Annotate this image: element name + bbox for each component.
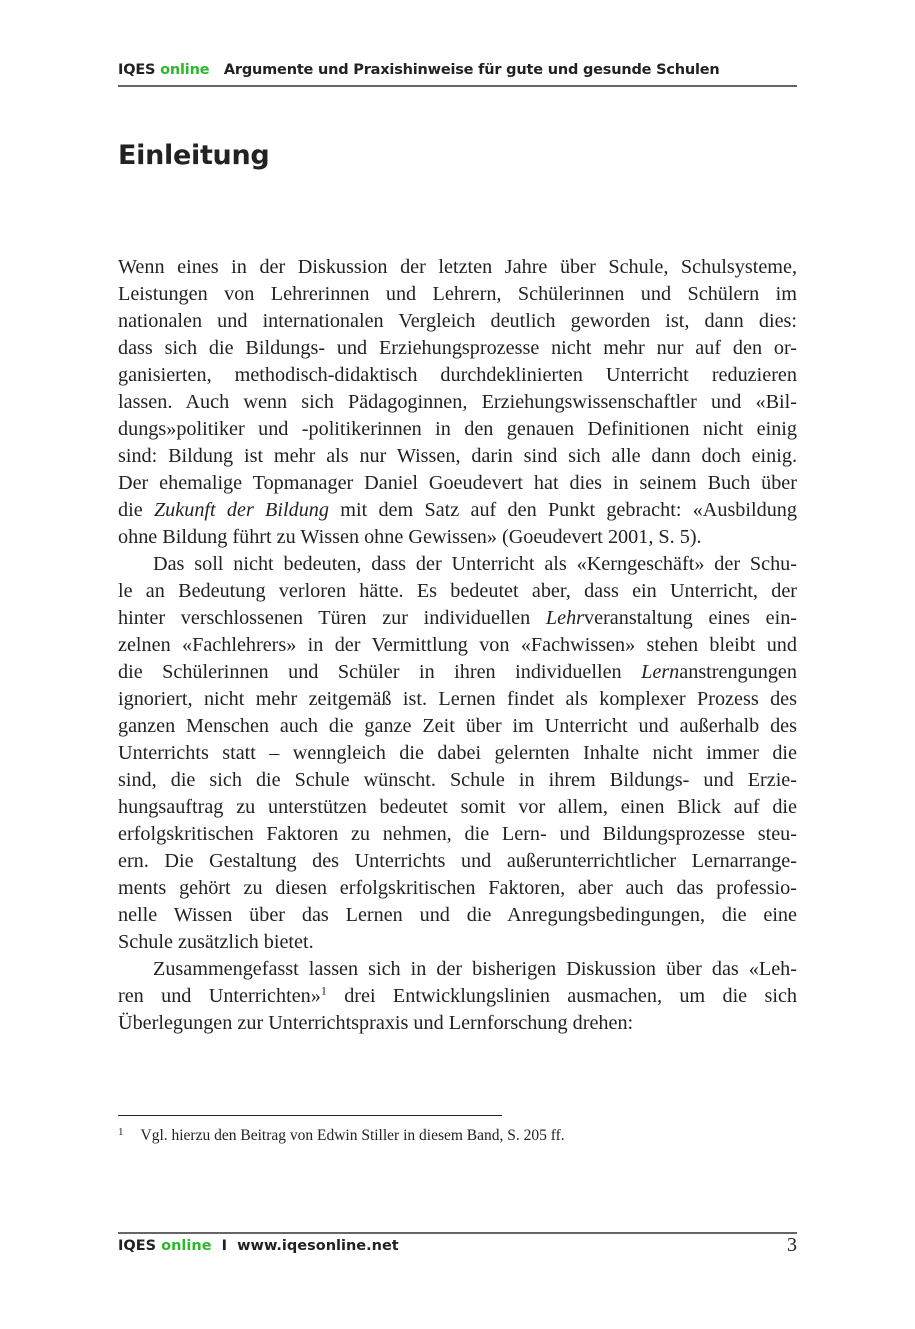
body-line <box>118 794 797 821</box>
body-line <box>118 983 797 1010</box>
text-segment: drei Entwicklungslinien ausmachen, um die sich <box>326 985 797 1007</box>
text-segment: die <box>118 499 154 521</box>
text-segment: ren und Unterrichten» <box>118 985 321 1007</box>
body-line <box>118 821 797 848</box>
body-line <box>118 740 797 767</box>
italic-term: Zukunft der Bildung <box>153 499 329 521</box>
text-segment: mit dem Satz auf den Punkt gebracht: «Ausbildung <box>329 499 797 521</box>
footnote-reference[interactable]: 1 <box>320 983 327 998</box>
body-line-text: Leistungen von Lehrerinnen und Lehrern, Schülerinnen und Schülern im <box>118 283 797 305</box>
footer-brand-iqes: IQES <box>118 1238 157 1254</box>
body-line <box>118 875 797 902</box>
body-line <box>118 848 797 875</box>
body-line-text: ignoriert, nicht mehr zeitgemäß ist. Lernen findet als komplexer Prozess des <box>118 688 797 710</box>
footnote-text: Vgl. hierzu den Beitrag von Edwin Stiller in diesem Band, S. 205 ff. <box>140 1127 565 1144</box>
running-footer <box>118 1234 797 1256</box>
body-line-text <box>118 499 797 521</box>
footnote-rule <box>118 1115 502 1116</box>
body-line <box>118 713 797 740</box>
footer-rule <box>118 1232 797 1234</box>
body-line <box>118 578 797 605</box>
body-line <box>118 956 797 983</box>
header-rule <box>118 85 797 87</box>
page-title: Einleitung <box>118 140 270 171</box>
body-line <box>118 416 797 443</box>
body-line-text: nationalen und internationalen Vergleich deutlich geworden ist, dann dies: <box>118 310 797 332</box>
header-brand-iqes: IQES <box>118 62 156 78</box>
body-line-text: Schule zusätzlich bietet. <box>118 931 314 953</box>
body-line-text <box>118 607 797 629</box>
body-line-text: hungsauftrag zu unterstützen bedeutet somit vor allem, einen Blick auf die <box>118 796 797 818</box>
body-line-text: sind, die sich die Schule wünscht. Schule in ihrem Bildungs- und Erzie- <box>118 769 797 791</box>
body-line-text: ganisierten, methodisch-didaktisch durchdeklinierten Unterricht reduzieren <box>118 364 797 386</box>
page-number: 3 <box>787 1234 797 1256</box>
footer-brand-online: online <box>161 1238 212 1254</box>
body-line-text: Zusammengefasst lassen sich in der bisherigen Diskussion über das «Leh- <box>153 958 797 980</box>
text-segment: die Schülerinnen und Schüler in ihren individuellen <box>118 661 642 683</box>
body-line <box>118 1010 797 1037</box>
body-line-text <box>118 661 797 683</box>
footer-separator: I <box>221 1238 228 1254</box>
body-line <box>118 767 797 794</box>
body-line-text: ganzen Menschen auch die ganze Zeit über im Unterricht und außerhalb des <box>118 715 797 737</box>
body-line <box>118 254 797 281</box>
body-line-text: Wenn eines in der Diskussion der letzten Jahre über Schule, Schulsysteme, <box>118 256 797 278</box>
italic-term: Lern <box>641 661 680 683</box>
body-line <box>118 659 797 686</box>
body-line <box>118 470 797 497</box>
body-line-text: erfolgskritischen Faktoren zu nehmen, die Lern- und Bildungsprozesse steu- <box>118 823 797 845</box>
running-header <box>118 62 797 78</box>
body-line-text: zelnen «Fachlehrers» in der Vermittlung von «Fachwissen» stehen bleibt und <box>118 634 797 656</box>
body-line <box>118 902 797 929</box>
body-line <box>118 389 797 416</box>
body-line <box>118 281 797 308</box>
body-line <box>118 929 797 956</box>
text-segment: anstrengungen <box>679 661 797 683</box>
text-segment: veranstaltung eines ein- <box>584 607 798 629</box>
body-line <box>118 308 797 335</box>
body-line <box>118 362 797 389</box>
body-line-text: le an Bedeutung verloren hätte. Es bedeutet aber, dass ein Unterricht, der <box>118 580 797 602</box>
body-line-text: Der ehemalige Topmanager Daniel Goeudevert hat dies in seinem Buch über <box>118 472 797 494</box>
footnote-number: 1 <box>118 1126 124 1138</box>
body-line <box>118 632 797 659</box>
body-line-text: nelle Wissen über das Lernen und die Anregungsbedingungen, die eine <box>118 904 797 926</box>
body-line-text <box>118 985 797 1007</box>
header-brand-online: online <box>160 62 210 78</box>
body-line <box>118 686 797 713</box>
body-line-text: Überlegungen zur Unterrichtspraxis und Lernforschung drehen: <box>118 1012 634 1034</box>
body-line-text: dungs»politiker und -politikerinnen in den genauen Definitionen nicht einig <box>118 418 797 440</box>
body-line <box>118 605 797 632</box>
body-text <box>118 254 797 1037</box>
body-line-text: lassen. Auch wenn sich Pädagoginnen, Erziehungswissenschaftler und «Bil- <box>118 391 797 413</box>
italic-term: Lehr <box>545 607 585 629</box>
body-line <box>118 551 797 578</box>
footnote <box>118 1127 565 1145</box>
body-line-text: ohne Bildung führt zu Wissen ohne Gewissen» (Goeudevert 2001, S. 5). <box>118 526 702 548</box>
body-line-text: dass sich die Bildungs- und Erziehungsprozesse nicht mehr nur auf den or- <box>118 337 797 359</box>
body-line-text: ern. Die Gestaltung des Unterrichts und außerunterrichtlicher Lernarrange- <box>118 850 797 872</box>
body-line-text: Das soll nicht bedeuten, dass der Unterricht als «Kerngeschäft» der Schu- <box>153 553 797 575</box>
text-segment: hinter verschlossenen Türen zur individuellen <box>118 607 546 629</box>
footer-url[interactable]: www.iqesonline.net <box>237 1238 399 1254</box>
body-line-text: Unterrichts statt – wenngleich die dabei gelernten Inhalte nicht immer die <box>118 742 797 764</box>
body-line-text: ments gehört zu diesen erfolgskritischen Faktoren, aber auch das professio- <box>118 877 797 899</box>
body-line <box>118 497 797 524</box>
body-line <box>118 335 797 362</box>
body-line <box>118 524 797 551</box>
body-line-text: sind: Bildung ist mehr als nur Wissen, darin sind sich alle dann doch einig. <box>118 445 797 467</box>
header-title: Argumente und Praxishinweise für gute und gesunde Schulen <box>223 62 720 78</box>
body-line <box>118 443 797 470</box>
